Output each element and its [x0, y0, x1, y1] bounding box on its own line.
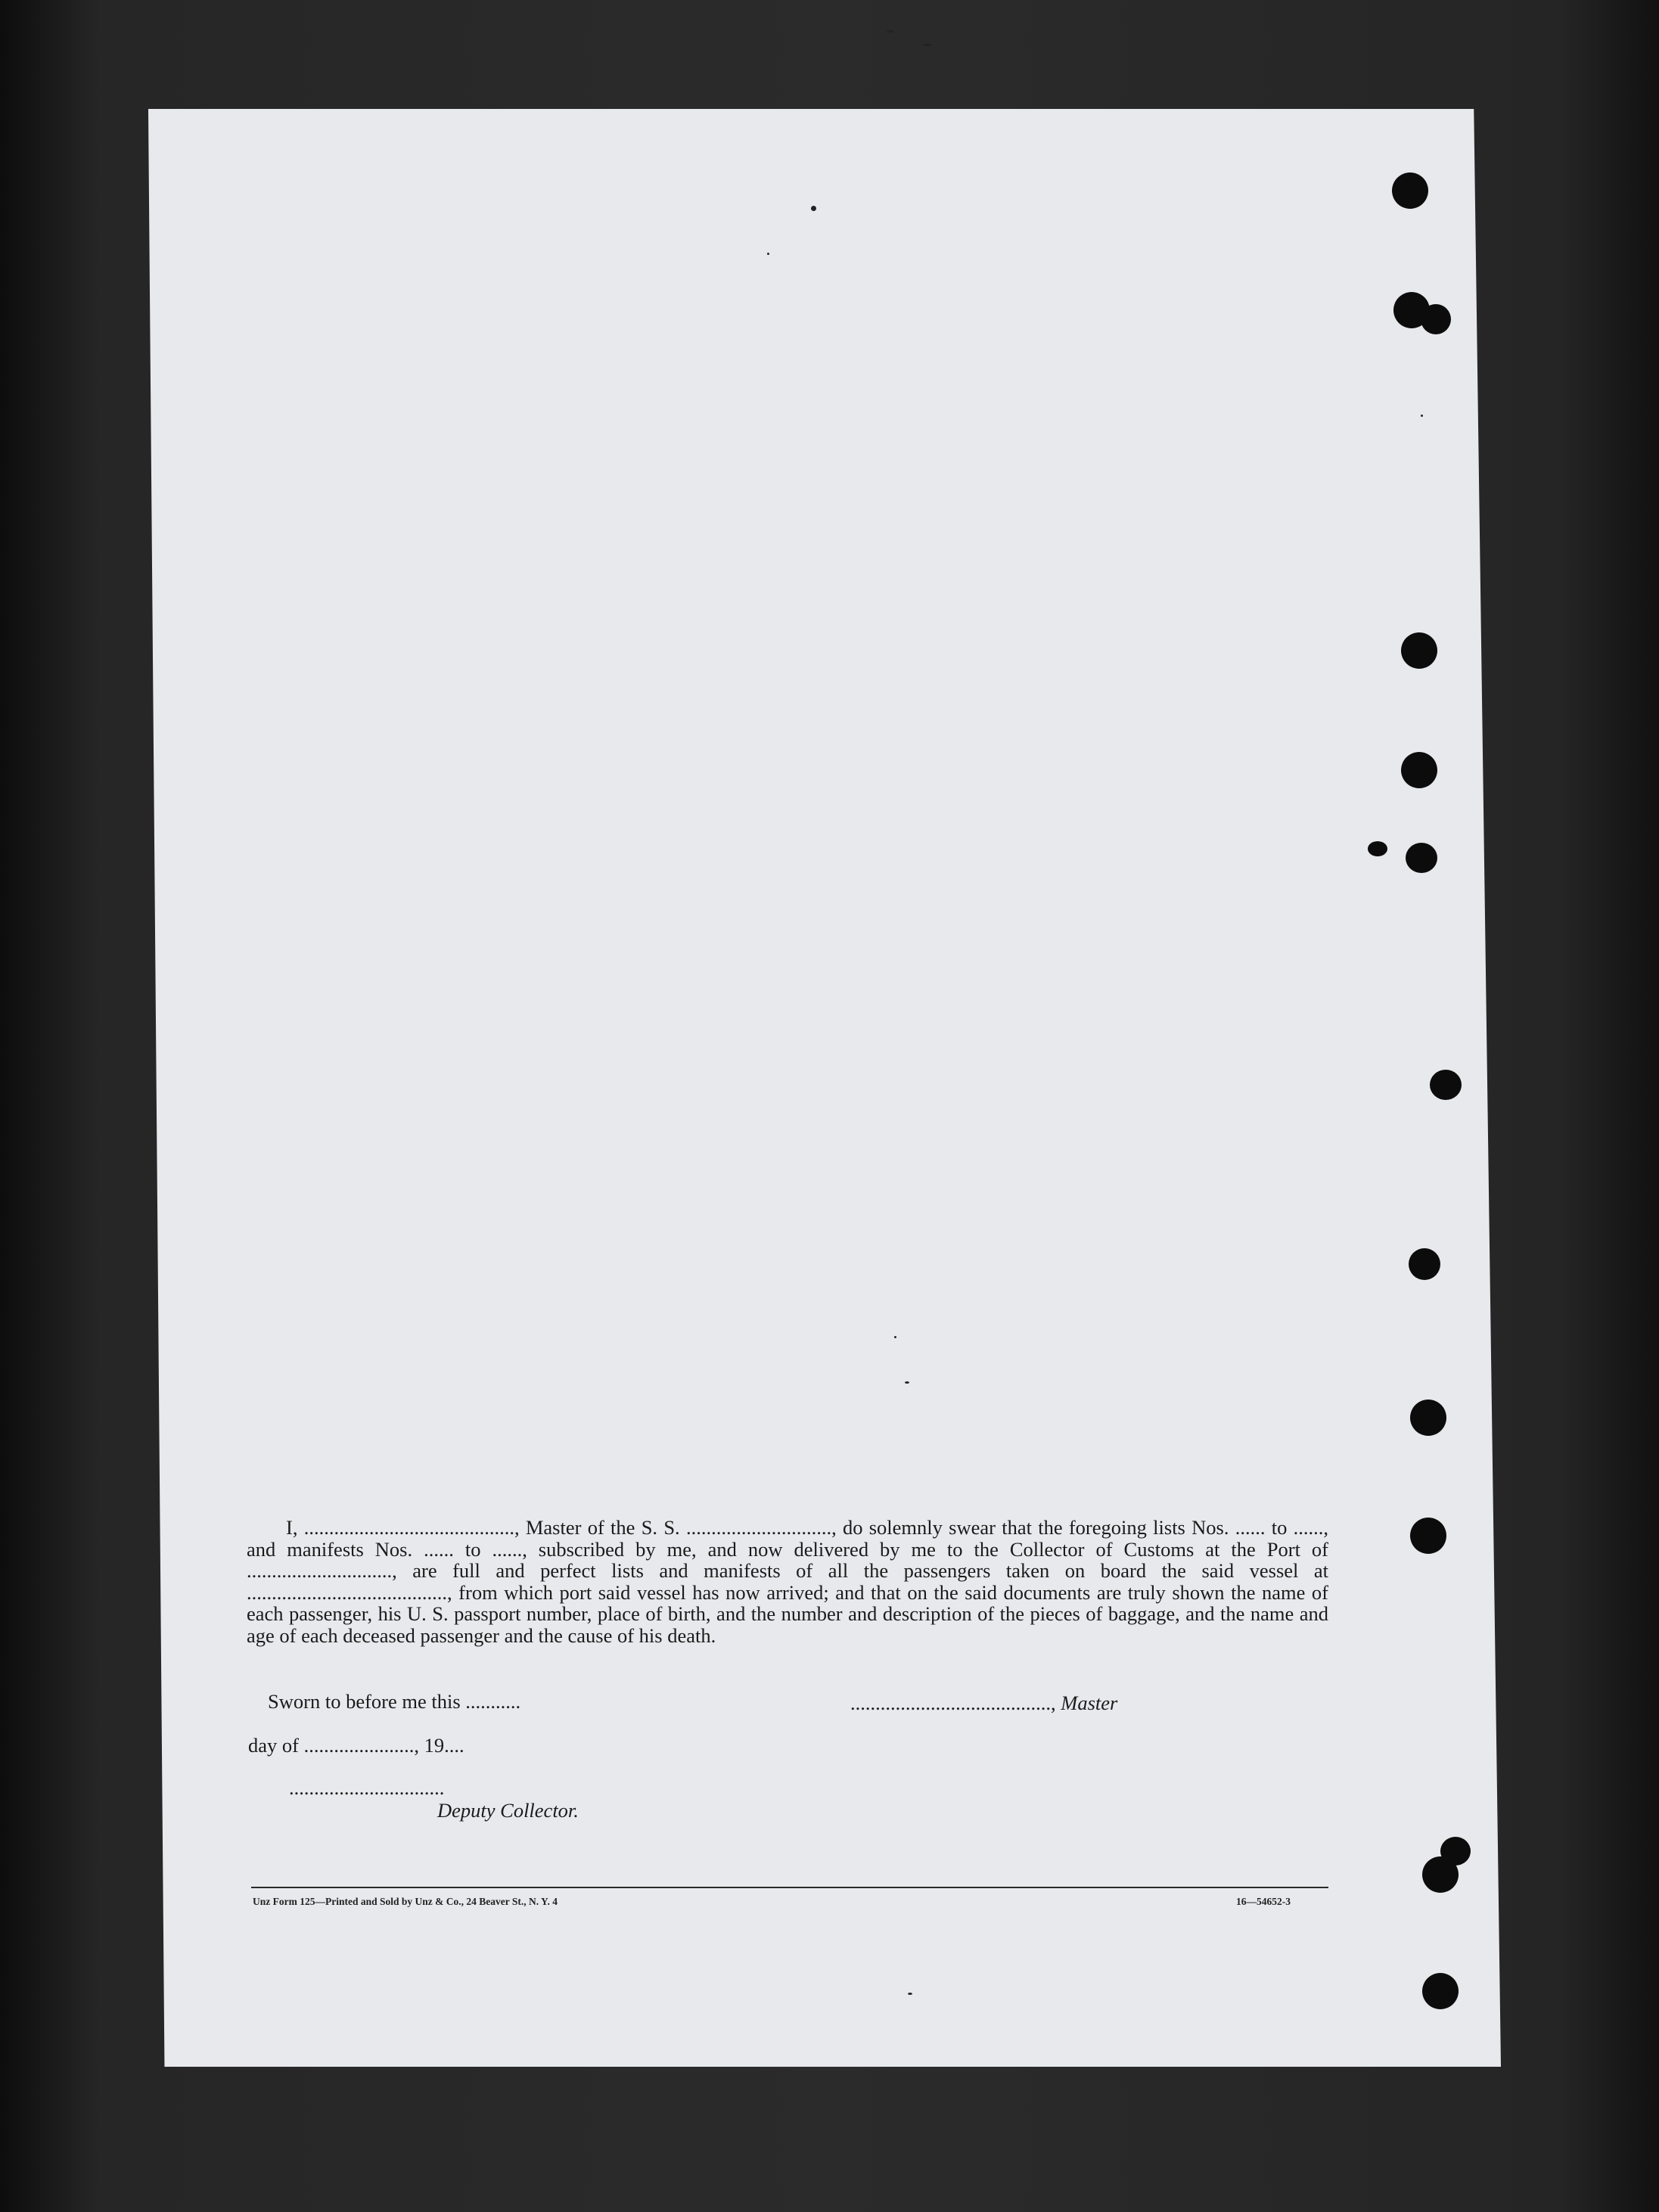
day-of-line: day of ......................, 19....: [248, 1734, 464, 1757]
speck: [894, 1336, 896, 1338]
punch-hole: [1421, 304, 1451, 334]
punch-hole: [1392, 172, 1428, 209]
speck: [887, 30, 894, 33]
punch-hole: [1440, 1837, 1471, 1866]
punch-hole: [1410, 1518, 1446, 1554]
document-page: [148, 109, 1501, 2067]
punch-hole: [1401, 752, 1437, 788]
speck: [767, 253, 769, 255]
speck: [1421, 415, 1423, 417]
speck: [905, 1381, 909, 1384]
deputy-collector-dots: ...............................: [289, 1776, 445, 1799]
punch-hole: [1422, 1973, 1459, 2009]
punch-hole: [1410, 1400, 1446, 1436]
punch-hole: [1430, 1070, 1462, 1100]
form-number: 16—54652-3: [1236, 1896, 1291, 1907]
sworn-before-line: Sworn to before me this ...........: [268, 1690, 521, 1713]
printer-note: Unz Form 125—Printed and Sold by Unz & Co., 24 Beaver St., N. Y. 4: [253, 1896, 558, 1907]
master-signature-line: [850, 1692, 1117, 1715]
footer-rule: [251, 1887, 1328, 1888]
punch-hole: [1409, 1248, 1440, 1280]
speck: [811, 206, 816, 211]
speck: [908, 1993, 912, 1995]
punch-hole: [1401, 632, 1437, 669]
master-oath-paragraph: I, .........................................., Master of the S. S. ............................., do solemnly swear that the foregoing lists Nos. ...... to ......, and manifests Nos. ...... to ......, subscribed by me, and now delivered by me to the Collector of Customs at the Port of ............................., are full and perfect lists and manifests of all the passengers taken on board the said vessel at ........................................, from which port said vessel has now arrived; and that on the said documents are truly shown the name of each passenger, his U. S. passport number, place of birth, and the number and description of the pieces of baggage, and the name and age of each deceased passenger and the cause of his death.: [247, 1516, 1328, 1647]
deputy-collector-label: Deputy Collector.: [437, 1799, 579, 1822]
master-signature-dots: ........................................,: [850, 1692, 1061, 1714]
master-label: Master: [1061, 1692, 1118, 1714]
punch-hole: [1368, 841, 1387, 856]
punch-hole: [1406, 843, 1437, 873]
speck: [923, 44, 932, 46]
